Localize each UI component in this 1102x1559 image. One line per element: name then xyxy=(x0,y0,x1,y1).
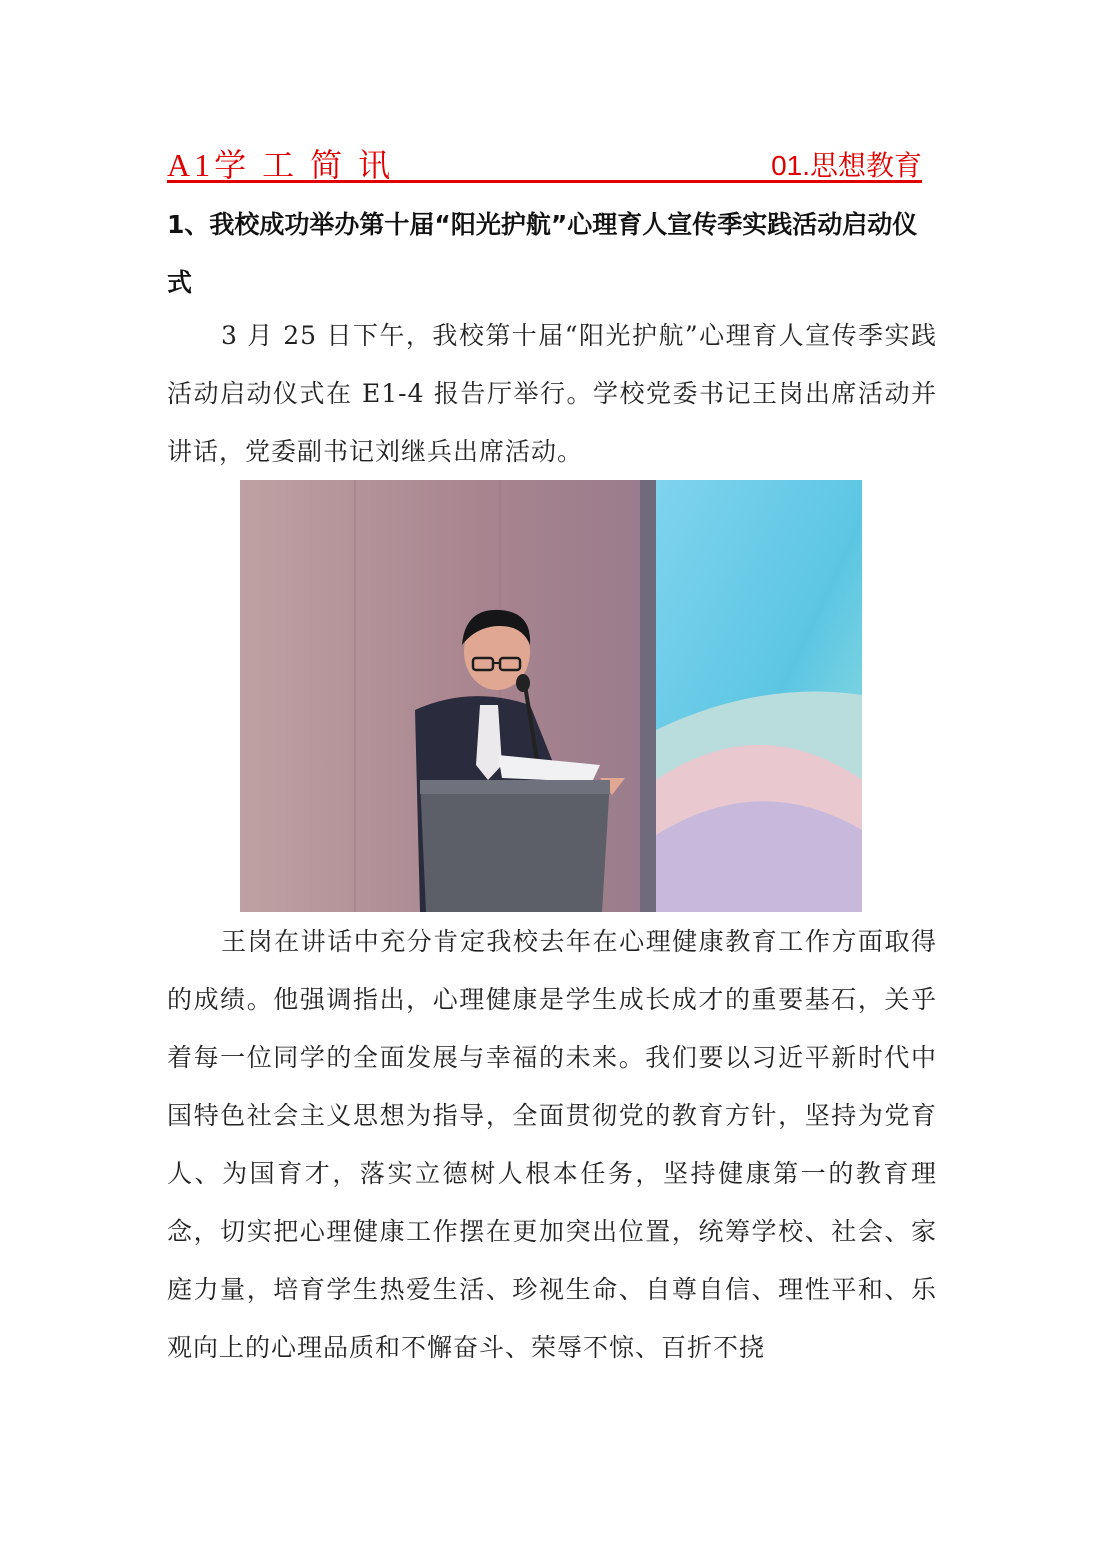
newsletter-header xyxy=(167,138,922,183)
speaker-at-podium-photo xyxy=(240,480,862,912)
section-label: 01.思想教育 xyxy=(771,150,922,181)
article-title: 1、我校成功举办第十届“阳光护航”心理育人宣传季实践活动启动仪式 xyxy=(167,210,918,297)
article-paragraph: 王岗在讲话中充分肯定我校去年在心理健康教育工作方面取得的成绩。他强调指出，心理健康是学生成长成才的重要基石，关乎着每一位同学的全面发展与幸福的未来。我们要以习近平新时代中国特色社会主义思想为指导，全面贯彻党的教育方针，坚持为党育人、为国育才，落实立德树人根本任务，坚持健康第一的教育理念，切实把心理健康工作摆在更加突出位置，统筹学校、社会、家庭力量，培育学生热爱生活、珍视生命、自尊自信、理性平和、乐观向上的心理品质和不懈奋斗、荣辱不惊、百折不挠 xyxy=(167,927,937,1362)
newsletter-title: A1学 工 简 讯 xyxy=(167,147,395,183)
article-paragraph: 3 月 25 日下午，我校第十届“阳光护航”心理育人宣传季实践活动启动仪式在 E1-4 报告厅举行。学校党委书记王岗出席活动并讲话，党委副书记刘继兵出席活动。 xyxy=(167,321,937,466)
